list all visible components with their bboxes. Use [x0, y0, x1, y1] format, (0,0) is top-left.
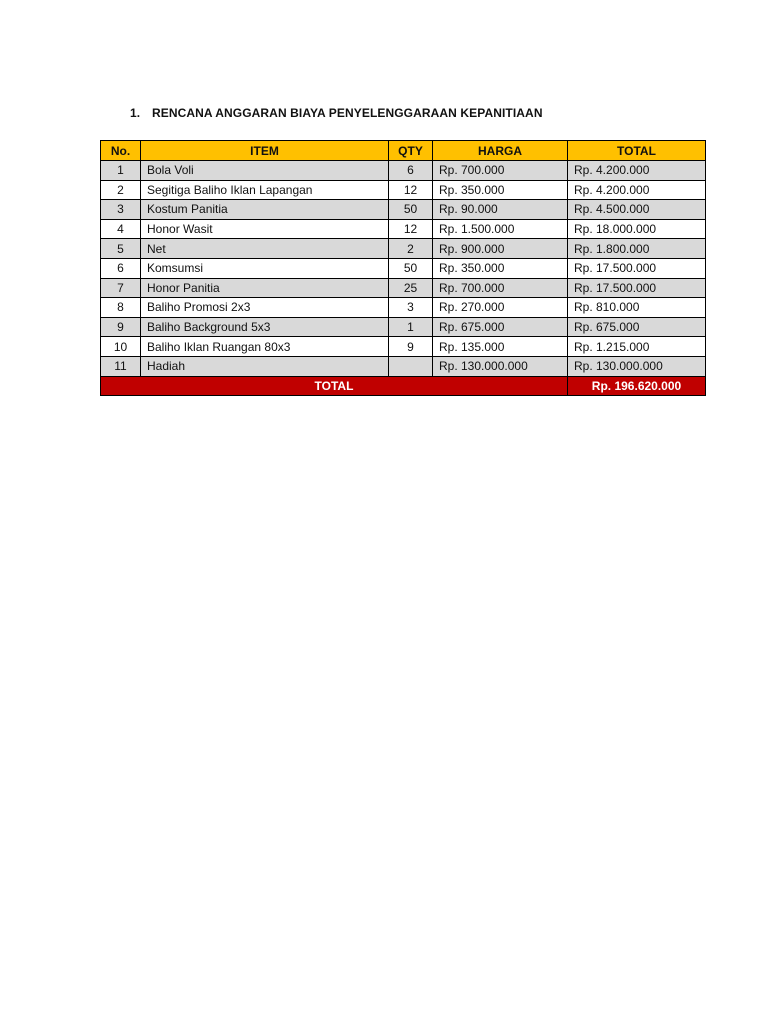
cell-total: Rp. 17.500.000: [568, 278, 706, 298]
table-row: [101, 337, 706, 357]
cell-harga: Rp. 90.000: [433, 200, 568, 220]
header-no: No.: [101, 141, 141, 161]
cell-no: 8: [101, 298, 141, 318]
header-total: TOTAL: [568, 141, 706, 161]
cell-item: Komsumsi: [141, 258, 389, 278]
cell-total: Rp. 130.000.000: [568, 356, 706, 376]
header-item: ITEM: [141, 141, 389, 161]
budget-table: [100, 140, 706, 396]
table-row: [101, 180, 706, 200]
total-row: [101, 376, 706, 396]
table-row: [101, 258, 706, 278]
cell-qty: 25: [389, 278, 433, 298]
cell-harga: Rp. 700.000: [433, 278, 568, 298]
cell-no: 6: [101, 258, 141, 278]
cell-item: Segitiga Baliho Iklan Lapangan: [141, 180, 389, 200]
section-title: RENCANA ANGGARAN BIAYA PENYELENGGARAAN KEPANITIAAN: [152, 106, 543, 120]
cell-harga: Rp. 130.000.000: [433, 356, 568, 376]
cell-item: Kostum Panitia: [141, 200, 389, 220]
cell-no: 3: [101, 200, 141, 220]
cell-total: Rp. 4.200.000: [568, 161, 706, 181]
cell-qty: 3: [389, 298, 433, 318]
cell-item: Honor Panitia: [141, 278, 389, 298]
cell-total: Rp. 675.000: [568, 317, 706, 337]
cell-total: Rp. 4.500.000: [568, 200, 706, 220]
cell-qty: 50: [389, 258, 433, 278]
table-row: [101, 317, 706, 337]
table-row: [101, 219, 706, 239]
cell-harga: Rp. 675.000: [433, 317, 568, 337]
cell-harga: Rp. 350.000: [433, 258, 568, 278]
cell-qty: 1: [389, 317, 433, 337]
table-row: [101, 239, 706, 259]
cell-no: 4: [101, 219, 141, 239]
cell-item: Baliho Promosi 2x3: [141, 298, 389, 318]
cell-harga: Rp. 350.000: [433, 180, 568, 200]
cell-item: Hadiah: [141, 356, 389, 376]
cell-qty: 9: [389, 337, 433, 357]
cell-no: 9: [101, 317, 141, 337]
cell-no: 5: [101, 239, 141, 259]
table-row: [101, 356, 706, 376]
cell-total: Rp. 1.215.000: [568, 337, 706, 357]
cell-total: Rp. 810.000: [568, 298, 706, 318]
cell-harga: Rp. 135.000: [433, 337, 568, 357]
header-harga: HARGA: [433, 141, 568, 161]
cell-total: Rp. 4.200.000: [568, 180, 706, 200]
cell-qty: 12: [389, 219, 433, 239]
section-heading: [130, 106, 543, 120]
cell-total: Rp. 18.000.000: [568, 219, 706, 239]
cell-no: 1: [101, 161, 141, 181]
table-row: [101, 200, 706, 220]
cell-item: Honor Wasit: [141, 219, 389, 239]
cell-harga: Rp. 1.500.000: [433, 219, 568, 239]
cell-harga: Rp. 270.000: [433, 298, 568, 318]
cell-item: Baliho Iklan Ruangan 80x3: [141, 337, 389, 357]
cell-qty: 50: [389, 200, 433, 220]
cell-total: Rp. 17.500.000: [568, 258, 706, 278]
cell-harga: Rp. 900.000: [433, 239, 568, 259]
table-row: [101, 278, 706, 298]
total-value: Rp. 196.620.000: [568, 376, 706, 396]
table-header-row: [101, 141, 706, 161]
section-number: 1.: [130, 106, 141, 120]
cell-qty: [389, 356, 433, 376]
cell-total: Rp. 1.800.000: [568, 239, 706, 259]
table-body: [101, 161, 706, 377]
table-row: [101, 298, 706, 318]
cell-qty: 2: [389, 239, 433, 259]
total-label: TOTAL: [101, 376, 568, 396]
cell-no: 7: [101, 278, 141, 298]
cell-no: 10: [101, 337, 141, 357]
cell-harga: Rp. 700.000: [433, 161, 568, 181]
cell-item: Net: [141, 239, 389, 259]
cell-qty: 6: [389, 161, 433, 181]
header-qty: QTY: [389, 141, 433, 161]
cell-qty: 12: [389, 180, 433, 200]
cell-item: Bola Voli: [141, 161, 389, 181]
cell-item: Baliho Background 5x3: [141, 317, 389, 337]
cell-no: 2: [101, 180, 141, 200]
table-row: [101, 161, 706, 181]
cell-no: 11: [101, 356, 141, 376]
